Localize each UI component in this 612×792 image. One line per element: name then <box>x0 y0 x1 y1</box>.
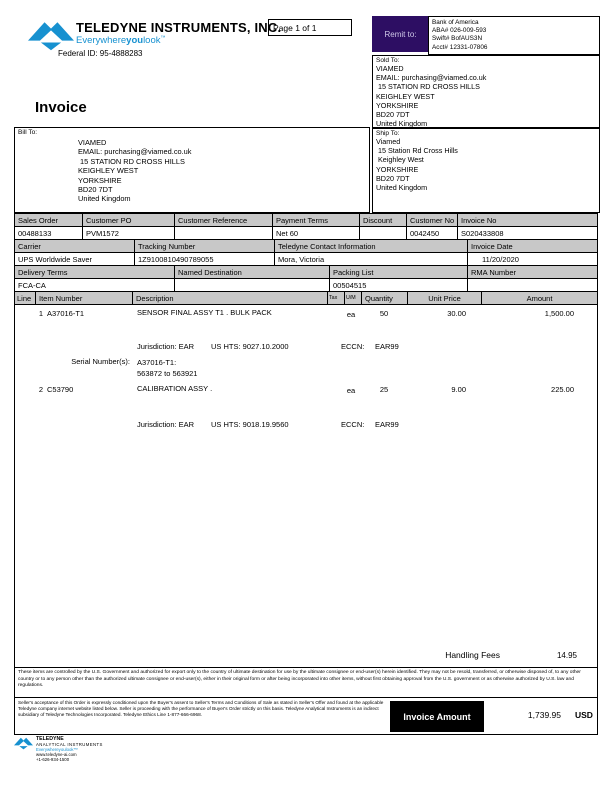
value-discount <box>360 227 407 239</box>
info-header-row-1 <box>14 213 598 227</box>
item-eccn-label: ECCN: <box>341 420 365 429</box>
item-jurisdiction: Jurisdiction: EAR <box>137 342 195 351</box>
info-header-row-2 <box>14 239 598 253</box>
footer-tagline: Everywhereyoulook™ <box>36 747 78 752</box>
remit-bank-details <box>428 16 600 55</box>
footer-website: www.teledyne-ai.com <box>36 752 77 757</box>
bill-to-address <box>78 138 366 204</box>
sold-to-line: KEIGHLEY WEST <box>376 91 435 101</box>
item-number: C53790 <box>47 385 74 394</box>
header-rma-number: RMA Number <box>468 266 597 278</box>
item-description: CALIBRATION ASSY . <box>137 384 213 393</box>
value-payment-terms: Net 60 <box>273 227 360 239</box>
sold-to-line: 15 STATION RD CROSS HILLS <box>376 82 480 92</box>
tagline-look: look <box>143 35 161 47</box>
item-us-hts: US HTS: 9018.19.9560 <box>211 420 289 429</box>
item-us-hts: US HTS: 9027.10.2000 <box>211 342 289 351</box>
info-value-row-3 <box>14 278 598 292</box>
info-value-row-2 <box>14 252 598 266</box>
tagline-pre: Everywhere <box>76 35 127 47</box>
info-header-row-3 <box>14 265 598 279</box>
header-invoice-no: Invoice No <box>458 214 597 226</box>
ship-to-line: YORKSHIRE <box>376 164 419 174</box>
ship-to-label: Ship To: <box>376 130 400 137</box>
sold-to-line: YORKSHIRE <box>376 100 419 110</box>
footer-phone: +1-626-934-1500 <box>36 757 70 762</box>
bill-to-box <box>14 127 370 213</box>
value-customer-ref <box>175 227 273 239</box>
header-quantity: Quantity <box>362 292 408 304</box>
value-contact-info: Mora, Victoria <box>275 253 468 265</box>
bill-to-line: BD20 7DT <box>78 185 113 195</box>
value-customer-no: 0042450 <box>407 227 458 239</box>
item-unit-price: 30.00 <box>447 309 466 318</box>
serial-item: A37016-T1: <box>137 358 177 367</box>
bank-aba: ABA# 026-009-593 <box>432 27 487 35</box>
page-number-box: Page 1 of 1 <box>268 19 352 36</box>
header-customer-no: Customer No <box>407 214 458 226</box>
header-packing-list: Packing List <box>330 266 468 278</box>
value-invoice-no: S020433808 <box>461 228 504 238</box>
sold-to-line: EMAIL: purchasing@viamed.co.uk <box>376 73 487 83</box>
item-line-number: 1 <box>38 309 43 318</box>
items-header-row <box>14 291 598 305</box>
bill-to-label: Bill To: <box>18 129 38 136</box>
value-customer-po: PVM1572 <box>83 227 175 239</box>
value-carrier: UPS Worldwide Saver <box>15 253 135 265</box>
header-customer-ref: Customer Reference <box>175 214 273 226</box>
footer-division: ANALYTICAL INSTRUMENTS <box>36 742 103 747</box>
header-payment-terms: Payment Terms <box>273 214 360 226</box>
bill-to-line: EMAIL: purchasing@viamed.co.uk <box>78 147 192 157</box>
brand-tagline <box>76 35 166 46</box>
header-contact-info: Teledyne Contact Information <box>275 240 468 252</box>
invoice-amount-label: Invoice Amount <box>390 701 484 732</box>
tagline-you: you <box>126 35 144 47</box>
handling-fees-value: 14.95 <box>556 651 577 660</box>
item-line-number: 2 <box>38 385 43 394</box>
items-body <box>14 304 598 668</box>
ship-to-line: Keighley West <box>376 155 424 165</box>
item-number: A37016-T1 <box>47 309 85 318</box>
bill-to-line: United Kingdom <box>78 194 131 204</box>
header-tax: Tax <box>328 292 345 304</box>
bank-swift: Swift# BofAUS3N <box>432 35 483 43</box>
header-invoice-date: Invoice Date <box>468 240 597 252</box>
bank-name: Bank of America <box>432 19 479 26</box>
ship-to-box <box>372 128 600 213</box>
page-title: Invoice <box>35 99 87 116</box>
item-amount: 225.00 <box>551 385 574 394</box>
ship-to-line: Viamed <box>376 137 401 146</box>
invoice-amount-value: 1,739.95 <box>527 710 561 720</box>
item-eccn: EAR99 <box>375 342 399 351</box>
serial-numbers-label: Serial Number(s): <box>71 357 130 366</box>
item-qty: 25 <box>379 385 389 394</box>
sold-to-label: Sold To: <box>376 57 400 64</box>
header-tracking-number: Tracking Number <box>135 240 275 252</box>
sold-to-line: BD20 7DT <box>376 110 410 120</box>
remit-to-label: Remit to: <box>372 16 429 52</box>
value-tracking-number: 1Z9100810490789055 <box>135 253 275 265</box>
terms-block <box>14 697 598 735</box>
value-invoice-date: 11/20/2020 <box>482 254 519 264</box>
header-unit-price: Unit Price <box>408 292 482 304</box>
teledyne-footer-logo-icon <box>14 737 33 750</box>
item-amount: 1,500.00 <box>544 309 574 318</box>
footer-company: TELEDYNE <box>36 736 64 742</box>
export-control-notice: These items are controlled by the U.S. Government and authorized for export only to the country of ultimate destination for use by the ultimate consignee or end-user(s) herein identified. They may not be resold, transferred, or otherwise disposed of, to any other country or to any person other than the authorized ultimate consignee or end-user(s), either in their original form or after being incorporated into other items, without first obtaining approval from the U.S. government or as otherwise authorized by U.S. law and regulations. <box>14 667 598 698</box>
header-description: Description <box>133 292 328 304</box>
header-amount: Amount <box>482 292 597 304</box>
bill-to-line: 15 STATION RD CROSS HILLS <box>78 156 185 166</box>
header-sales-order: Sales Order <box>15 214 83 226</box>
header-carrier: Carrier <box>15 240 135 252</box>
sold-to-line: United Kingdom <box>376 119 428 129</box>
header-item-number: Item Number <box>36 292 133 304</box>
item-um: ea <box>346 386 356 395</box>
value-rma-number <box>468 279 597 291</box>
ship-to-line: United Kingdom <box>376 183 428 193</box>
bill-to-line: VIAMED <box>78 138 107 147</box>
invoice-currency: USD <box>575 710 593 720</box>
header-named-destination: Named Destination <box>175 266 330 278</box>
info-value-row-1 <box>14 226 598 240</box>
item-unit-price: 9.00 <box>451 385 466 394</box>
bank-account: Acct# 12331-07806 <box>432 43 488 51</box>
handling-fees-label: Handling Fees <box>445 650 500 660</box>
item-qty: 50 <box>379 309 389 318</box>
ship-to-line: BD20 7DT <box>376 173 410 183</box>
item-eccn-label: ECCN: <box>341 342 365 351</box>
value-delivery-terms: FCA-CA <box>15 279 175 291</box>
header-customer-po: Customer PO <box>83 214 175 226</box>
header-um: U/M <box>345 292 362 304</box>
item-jurisdiction: Jurisdiction: EAR <box>137 420 195 429</box>
federal-id: Federal ID: 95-4888283 <box>58 49 143 58</box>
teledyne-logo-icon <box>28 19 74 53</box>
terms-notice: Seller's acceptance of this Order is expressly conditioned upon the Buyer's assent to Seller's Terms and Conditions of Sale as stated in Seller's Offer and found at the applicable Teledyne company internet website listed below. Seller is proceeding with the performance of Buyer's Order strictly on this basis. Teledyne Analytical Instruments is an indirect subsidiary of Teledyne Technologies Incorporated. Teledyne Ethics Line 1-877-666-6968. <box>18 700 384 718</box>
value-packing-list: 00504515 <box>330 279 468 291</box>
bill-to-line: KEIGHLEY WEST <box>78 166 139 176</box>
sold-to-box <box>372 55 600 128</box>
company-name: TELEDYNE INSTRUMENTS, INC. <box>76 20 282 35</box>
sold-to-line: VIAMED <box>376 64 404 73</box>
ship-to-line: 15 Station Rd Cross Hills <box>376 146 458 156</box>
trademark-mark: ™ <box>160 35 166 41</box>
item-eccn: EAR99 <box>375 420 399 429</box>
header-discount: Discount <box>360 214 407 226</box>
header-delivery-terms: Delivery Terms <box>15 266 175 278</box>
serial-range: 563872 to 563921 <box>137 369 198 378</box>
value-sales-order: 00488133 <box>15 227 83 239</box>
bill-to-line: YORKSHIRE <box>78 175 122 185</box>
item-description: SENSOR FINAL ASSY T1 . BULK PACK <box>137 308 272 317</box>
value-named-destination <box>175 279 330 291</box>
header-line: Line <box>15 292 36 304</box>
item-um: ea <box>346 310 356 319</box>
